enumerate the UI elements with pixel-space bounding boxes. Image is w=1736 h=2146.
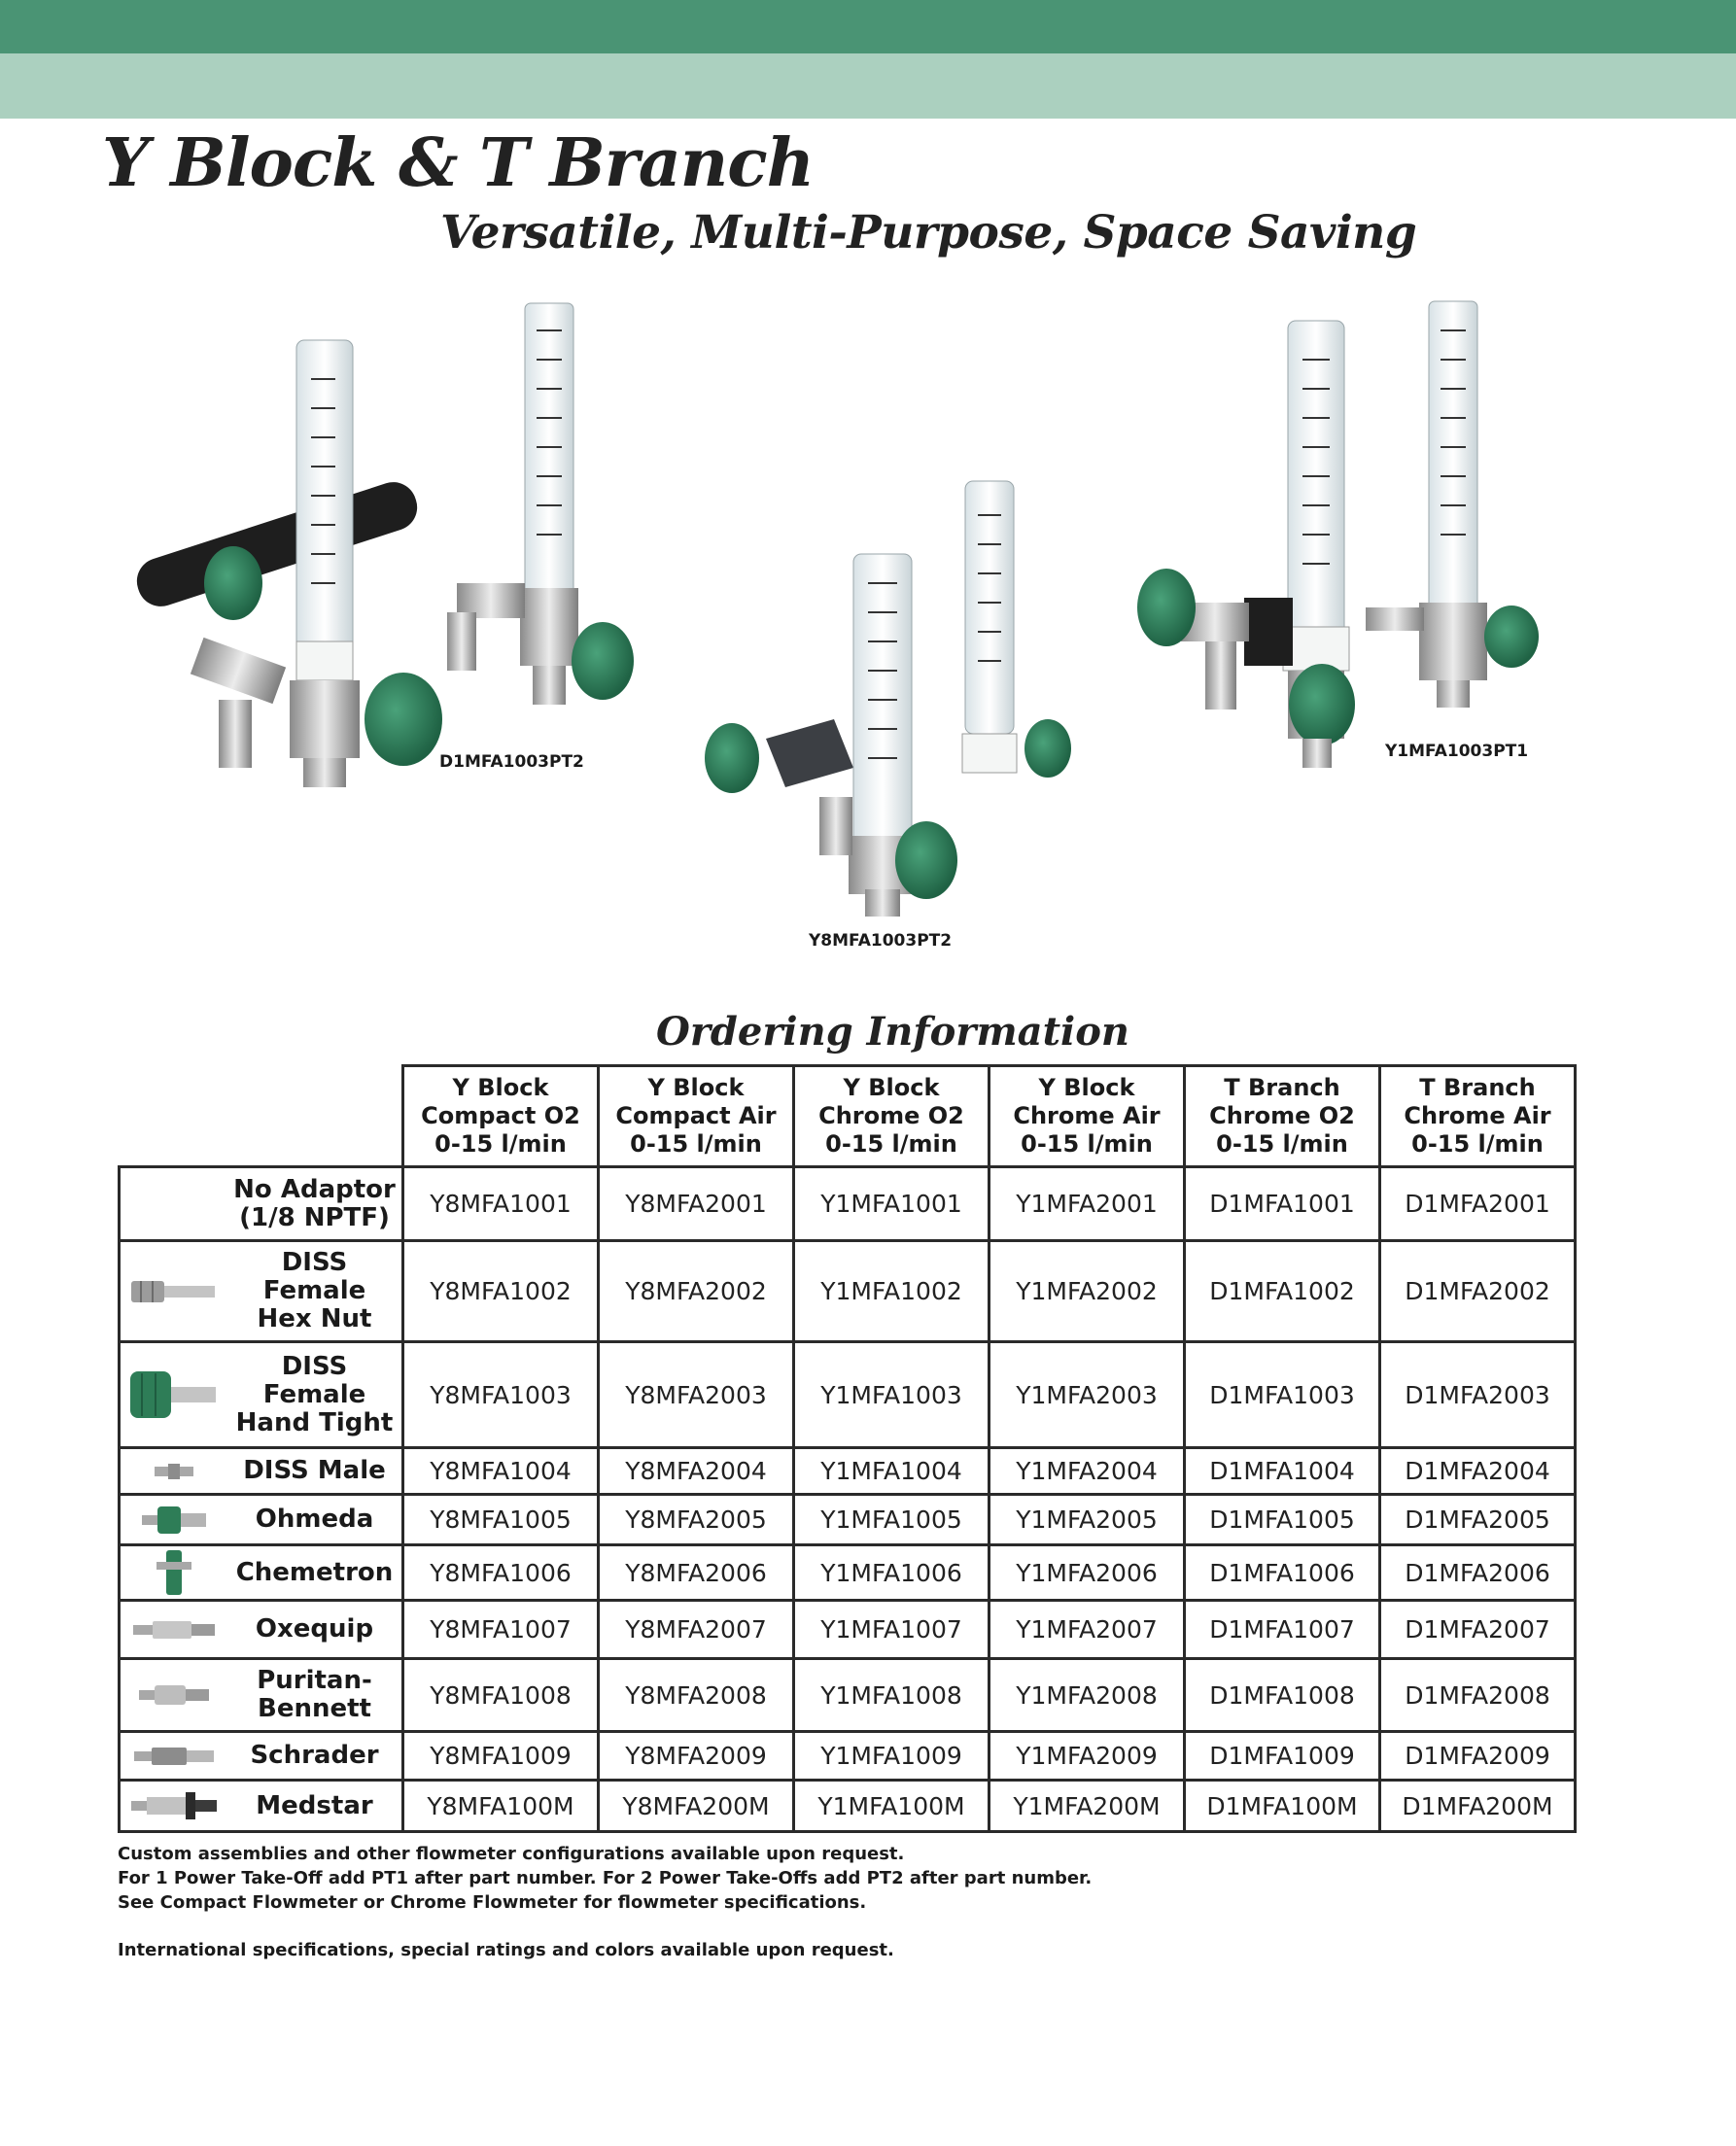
row-header-label: No Adaptor (1/8 NPTF) (233, 1174, 396, 1232)
footnote-custom-assemblies: Custom assemblies and other flowmeter configurations available upon request. (118, 1844, 905, 1864)
part-number-cell: Y1MFA2005 (990, 1495, 1185, 1545)
column-header-line2: Compact O2 (421, 1102, 580, 1129)
column-header-line2: Chrome O2 (1209, 1102, 1355, 1129)
column-header-line1: T Branch (1419, 1074, 1536, 1101)
part-number-cell: Y8MFA1003 (403, 1342, 599, 1448)
row-header-label: Chemetron (235, 1557, 394, 1587)
product-label-y8mfa1003pt2: Y8MFA1003PT2 (809, 931, 953, 951)
part-number-cell: Y1MFA1004 (794, 1448, 990, 1495)
part-number-cell: D1MFA2007 (1380, 1601, 1576, 1659)
part-number-cell: D1MFA2004 (1380, 1448, 1576, 1495)
diss-male-icon (121, 1462, 227, 1481)
column-header (990, 1066, 1185, 1167)
part-number-cell: D1MFA1002 (1185, 1241, 1380, 1342)
column-header-line1: Y Block (1038, 1074, 1135, 1101)
row-header-label: Puritan- Bennett (257, 1666, 372, 1723)
ohmeda-adapter-icon (121, 1503, 227, 1538)
part-number-cell: Y1MFA1005 (794, 1495, 990, 1545)
part-number-cell: Y1MFA2009 (990, 1732, 1185, 1781)
part-number-cell: D1MFA100M (1185, 1781, 1380, 1832)
table-row (120, 1342, 1576, 1448)
diss-female-hand-tight-icon (121, 1369, 227, 1420)
part-number-cell: Y8MFA2008 (599, 1659, 794, 1732)
row-header (120, 1495, 403, 1545)
part-number-cell: Y1MFA2008 (990, 1659, 1185, 1732)
part-number-cell: D1MFA2005 (1380, 1495, 1576, 1545)
product-image-y8mfa1003pt2 (698, 476, 1087, 923)
part-number-cell: Y8MFA2004 (599, 1448, 794, 1495)
part-number-cell: Y8MFA2006 (599, 1545, 794, 1601)
chemetron-adapter-icon (121, 1548, 227, 1597)
part-number-cell: Y1MFA1003 (794, 1342, 990, 1448)
part-number-cell: Y8MFA1002 (403, 1241, 599, 1342)
part-number-cell: Y1MFA2004 (990, 1448, 1185, 1495)
table-row (120, 1545, 1576, 1601)
ordering-table (118, 1064, 1577, 1833)
part-number-cell: Y8MFA2003 (599, 1342, 794, 1448)
row-header (120, 1167, 403, 1241)
part-number-cell: Y1MFA2007 (990, 1601, 1185, 1659)
part-number-cell: D1MFA1007 (1185, 1601, 1380, 1659)
part-number-cell: D1MFA1005 (1185, 1495, 1380, 1545)
row-header (120, 1241, 403, 1342)
part-number-cell: D1MFA1006 (1185, 1545, 1380, 1601)
page-title: Y Block & T Branch (102, 124, 815, 202)
part-number-cell: Y8MFA2002 (599, 1241, 794, 1342)
column-header-line1: Y Block (452, 1074, 549, 1101)
column-header-line1: Y Block (843, 1074, 940, 1101)
part-number-cell: Y8MFA200M (599, 1781, 794, 1832)
column-header-line2: Chrome O2 (818, 1102, 964, 1129)
part-number-cell: Y8MFA100M (403, 1781, 599, 1832)
ordering-table-header-row (120, 1066, 1576, 1167)
product-label-d1mfa1003pt2: D1MFA1003PT2 (439, 752, 584, 772)
column-header-line1: Y Block (647, 1074, 745, 1101)
footnote-international: International specifications, special ratings and colors available upon request. (118, 1940, 894, 1960)
oxequip-adapter-icon (121, 1618, 227, 1642)
part-number-cell: Y1MFA1007 (794, 1601, 990, 1659)
column-header (794, 1066, 990, 1167)
part-number-cell: D1MFA2002 (1380, 1241, 1576, 1342)
header-band-light (0, 53, 1736, 119)
row-header-label: Ohmeda (255, 1505, 374, 1534)
table-row (120, 1495, 1576, 1545)
part-number-cell: D1MFA200M (1380, 1781, 1576, 1832)
column-header-line3: 0-15 l/min (825, 1130, 957, 1158)
part-number-cell: Y8MFA1009 (403, 1732, 599, 1781)
part-number-cell: Y8MFA1007 (403, 1601, 599, 1659)
column-header (1380, 1066, 1576, 1167)
column-header-line3: 0-15 l/min (1411, 1130, 1544, 1158)
part-number-cell: Y8MFA2005 (599, 1495, 794, 1545)
diss-female-hex-nut-icon (121, 1277, 227, 1306)
row-header (120, 1781, 403, 1832)
part-number-cell: Y8MFA1008 (403, 1659, 599, 1732)
row-header-label: Oxequip (255, 1614, 374, 1644)
row-header (120, 1545, 403, 1601)
header-band-dark (0, 0, 1736, 53)
part-number-cell: D1MFA2006 (1380, 1545, 1576, 1601)
column-header-line3: 0-15 l/min (434, 1130, 567, 1158)
part-number-cell: Y1MFA1009 (794, 1732, 990, 1781)
part-number-cell: Y8MFA2007 (599, 1601, 794, 1659)
part-number-cell: D1MFA1003 (1185, 1342, 1380, 1448)
part-number-cell: D1MFA1009 (1185, 1732, 1380, 1781)
part-number-cell: Y8MFA1004 (403, 1448, 599, 1495)
part-number-cell: Y1MFA200M (990, 1781, 1185, 1832)
part-number-cell: Y8MFA1005 (403, 1495, 599, 1545)
part-number-cell: Y1MFA2006 (990, 1545, 1185, 1601)
row-header-label: DISS Male (243, 1456, 386, 1485)
part-number-cell: Y1MFA100M (794, 1781, 990, 1832)
part-number-cell: Y1MFA1002 (794, 1241, 990, 1342)
part-number-cell: D1MFA1001 (1185, 1167, 1380, 1241)
part-number-cell: D1MFA1008 (1185, 1659, 1380, 1732)
ordering-information-heading: Ordering Information (656, 1009, 1130, 1055)
page-subtitle: Versatile, Multi-Purpose, Space Saving (440, 206, 1417, 260)
row-header-label: DISS Female Hand Tight (235, 1351, 394, 1437)
table-row (120, 1732, 1576, 1781)
column-header-line1: T Branch (1224, 1074, 1340, 1101)
column-header (599, 1066, 794, 1167)
column-header-line3: 0-15 l/min (630, 1130, 762, 1158)
table-row (120, 1167, 1576, 1241)
part-number-cell: Y1MFA1006 (794, 1545, 990, 1601)
part-number-cell: Y1MFA1001 (794, 1167, 990, 1241)
row-header-label: DISS Female Hex Nut (257, 1248, 372, 1333)
row-header (120, 1732, 403, 1781)
footnote-flowmeter-specs: See Compact Flowmeter or Chrome Flowmeter for flowmeter specifications. (118, 1892, 867, 1913)
column-header (403, 1066, 599, 1167)
table-row (120, 1241, 1576, 1342)
row-header (120, 1601, 403, 1659)
part-number-cell: Y1MFA2001 (990, 1167, 1185, 1241)
part-number-cell: Y1MFA2003 (990, 1342, 1185, 1448)
part-number-cell: Y8MFA1006 (403, 1545, 599, 1601)
part-number-cell: D1MFA2003 (1380, 1342, 1576, 1448)
part-number-cell: D1MFA1004 (1185, 1448, 1380, 1495)
part-number-cell: D1MFA2001 (1380, 1167, 1576, 1241)
footnotes (118, 1842, 1092, 1962)
part-number-cell: Y8MFA1001 (403, 1167, 599, 1241)
product-image-y1mfa1003pt1 (1128, 292, 1565, 778)
product-label-y1mfa1003pt1: Y1MFA1003PT1 (1385, 742, 1529, 761)
part-number-cell: D1MFA2009 (1380, 1732, 1576, 1781)
part-number-cell: D1MFA2008 (1380, 1659, 1576, 1732)
product-image-d1mfa1003pt2 (126, 292, 651, 797)
column-header-line2: Chrome Air (1013, 1102, 1161, 1129)
table-row (120, 1601, 1576, 1659)
part-number-cell: Y1MFA1008 (794, 1659, 990, 1732)
row-header (120, 1448, 403, 1495)
medstar-adapter-icon (121, 1788, 227, 1823)
part-number-cell: Y8MFA2001 (599, 1167, 794, 1241)
row-header-label: Medstar (256, 1790, 373, 1820)
column-header-line2: Chrome Air (1404, 1102, 1551, 1129)
table-row (120, 1448, 1576, 1495)
puritan-bennett-adapter-icon (121, 1682, 227, 1708)
table-row (120, 1659, 1576, 1732)
part-number-cell: Y1MFA2002 (990, 1241, 1185, 1342)
table-corner (120, 1066, 403, 1167)
row-header-label: Schrader (250, 1741, 379, 1770)
row-header (120, 1659, 403, 1732)
column-header-line2: Compact Air (615, 1102, 777, 1129)
column-header (1185, 1066, 1380, 1167)
row-header (120, 1342, 403, 1448)
column-header-line3: 0-15 l/min (1216, 1130, 1348, 1158)
schrader-adapter-icon (121, 1745, 227, 1768)
footnote-power-take-off: For 1 Power Take-Off add PT1 after part number. For 2 Power Take-Offs add PT2 after part number. (118, 1868, 1093, 1888)
column-header-line3: 0-15 l/min (1021, 1130, 1153, 1158)
table-row (120, 1781, 1576, 1832)
part-number-cell: Y8MFA2009 (599, 1732, 794, 1781)
